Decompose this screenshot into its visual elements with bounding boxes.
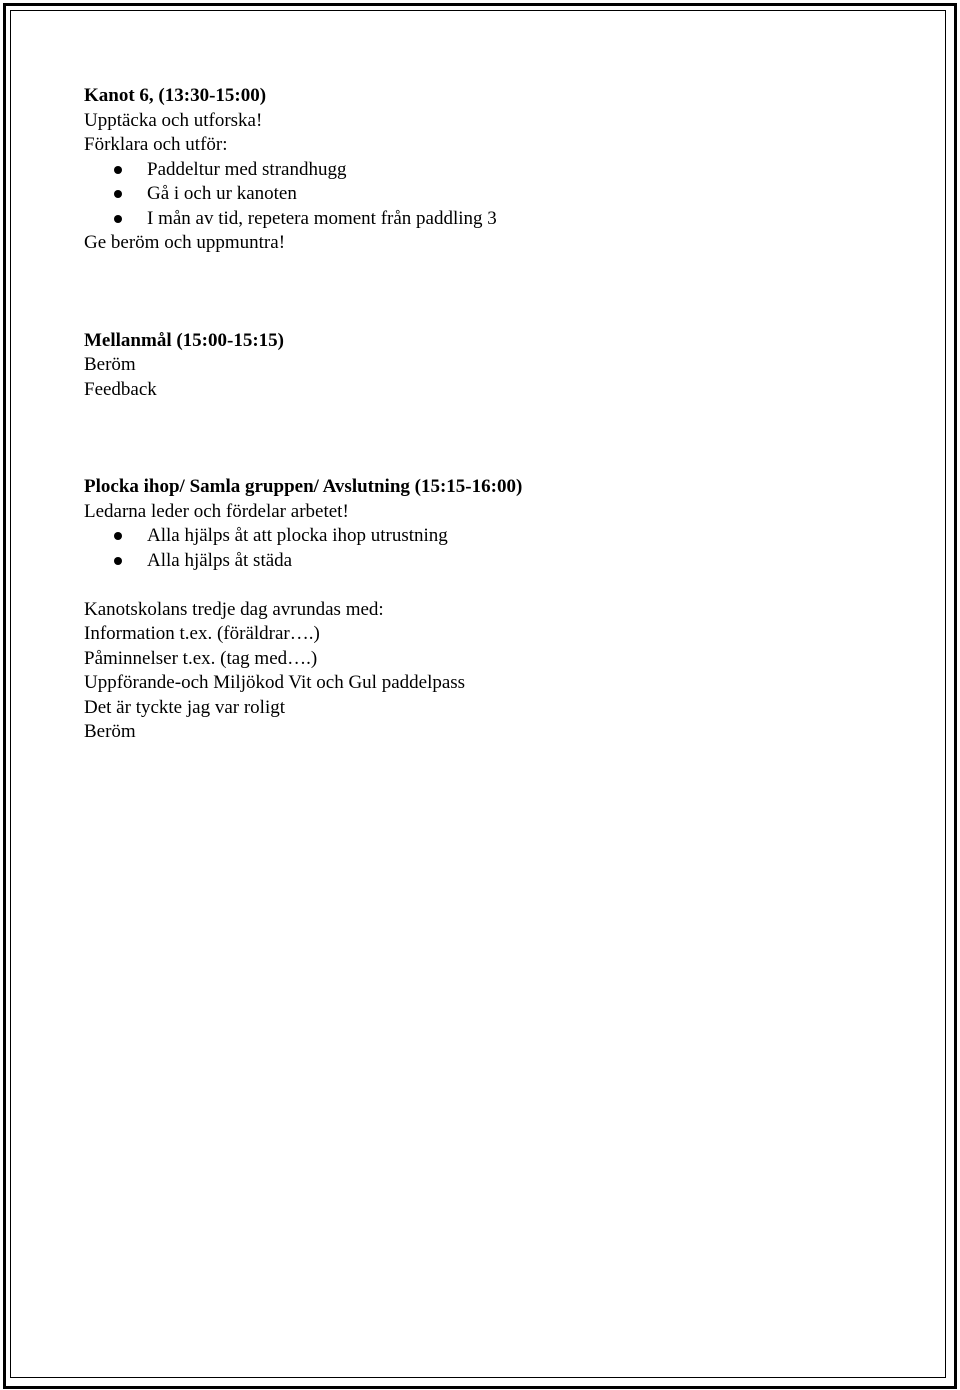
list-item (84, 158, 884, 183)
text-line: Information t.ex. (föräldrar….) (84, 623, 320, 644)
bullet-icon (114, 166, 122, 174)
bullet-list-kanot (84, 158, 884, 232)
bullet-icon (114, 557, 122, 565)
text-line: Påminnelser t.ex. (tag med….) (84, 647, 318, 669)
document-body (84, 84, 884, 745)
list-item-text: Alla hjälps åt städa (147, 549, 293, 571)
text-line: Beröm (84, 721, 136, 742)
list-item (84, 524, 884, 549)
list-item (84, 207, 884, 232)
bullet-list-avslutning (84, 524, 884, 573)
text-line: Upptäcka och utforska! (84, 109, 263, 131)
list-item (84, 182, 884, 207)
list-item-text: Alla hjälps åt att plocka ihop utrustning (147, 525, 448, 546)
text-line: Kanotskolans tredje dag avrundas med: (84, 598, 384, 620)
list-item (84, 549, 884, 574)
bullet-icon (114, 215, 122, 223)
list-item-text: Gå i och ur kanoten (147, 183, 297, 204)
text-line: Ge beröm och uppmuntra! (84, 232, 286, 253)
section-heading-kanot: Kanot 6, (13:30-15:00) (84, 85, 267, 106)
text-line: Feedback (84, 378, 157, 400)
section-heading-mellanmal: Mellanmål (15:00-15:15) (84, 329, 284, 351)
bullet-icon (114, 190, 122, 198)
text-line: Beröm (84, 354, 136, 375)
list-item-text: I mån av tid, repetera moment från paddling 3 (147, 207, 497, 229)
text-line: Förklara och utför: (84, 134, 228, 155)
section-heading-avslutning: Plocka ihop/ Samla gruppen/ Avslutning (15:15-16:00) (84, 476, 523, 497)
text-line: Uppförande-och Miljökod Vit och Gul paddelpass (84, 672, 466, 693)
bullet-icon (114, 532, 122, 540)
text-line: Ledarna leder och fördelar arbetet! (84, 500, 349, 522)
list-item-text: Paddeltur med strandhugg (147, 158, 347, 180)
text-line: Det är tyckte jag var roligt (84, 696, 286, 718)
